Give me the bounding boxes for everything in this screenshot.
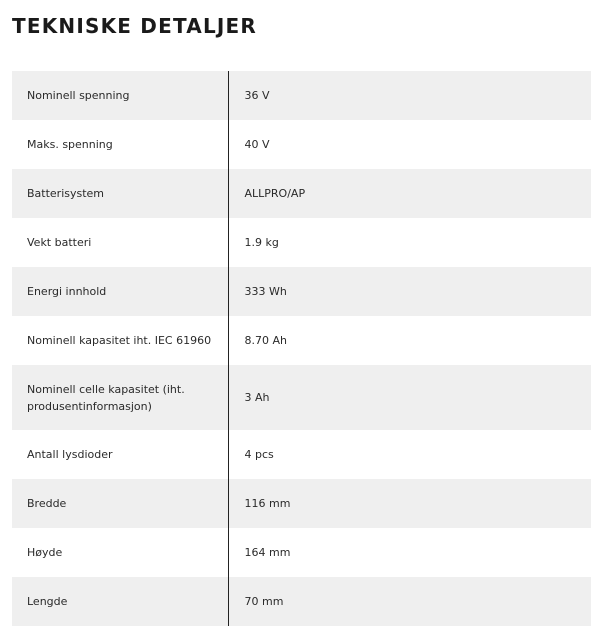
spec-row-width [12,479,591,528]
spec-row-max-voltage [12,120,591,169]
spec-label: Nominell celle kapasitet (iht. produsentinformasjon) [12,365,228,430]
spec-value: 70 mm [228,577,591,626]
spec-label: Bredde [12,479,228,528]
spec-value: 36 V [228,71,591,120]
spec-value: 116 mm [228,479,591,528]
spec-row-nominal-capacity [12,316,591,365]
spec-row-battery-weight [12,218,591,267]
spec-label: Maks. spenning [12,120,228,169]
spec-label: Antall lysdioder [12,430,228,479]
spec-row-length [12,577,591,626]
spec-row-led-count [12,430,591,479]
spec-value: 8.70 Ah [228,316,591,365]
spec-label: Høyde [12,528,228,577]
spec-row-cell-capacity [12,365,591,430]
page-title: TEKNISKE DETALJER [12,14,257,38]
spec-row-energy-content [12,267,591,316]
spec-label: Energi innhold [12,267,228,316]
spec-value: 3 Ah [228,365,591,430]
spec-row-battery-system [12,169,591,218]
spec-label: Batterisystem [12,169,228,218]
spec-value: 40 V [228,120,591,169]
spec-label: Lengde [12,577,228,626]
technical-details-table [12,71,591,626]
spec-value: 164 mm [228,528,591,577]
spec-label: Nominell spenning [12,71,228,120]
spec-value: 4 pcs [228,430,591,479]
spec-value: ALLPRO/AP [228,169,591,218]
spec-label: Vekt batteri [12,218,228,267]
spec-row-nominal-voltage [12,71,591,120]
spec-value: 333 Wh [228,267,591,316]
spec-label: Nominell kapasitet iht. IEC 61960 [12,316,228,365]
spec-value: 1.9 kg [228,218,591,267]
spec-row-height [12,528,591,577]
